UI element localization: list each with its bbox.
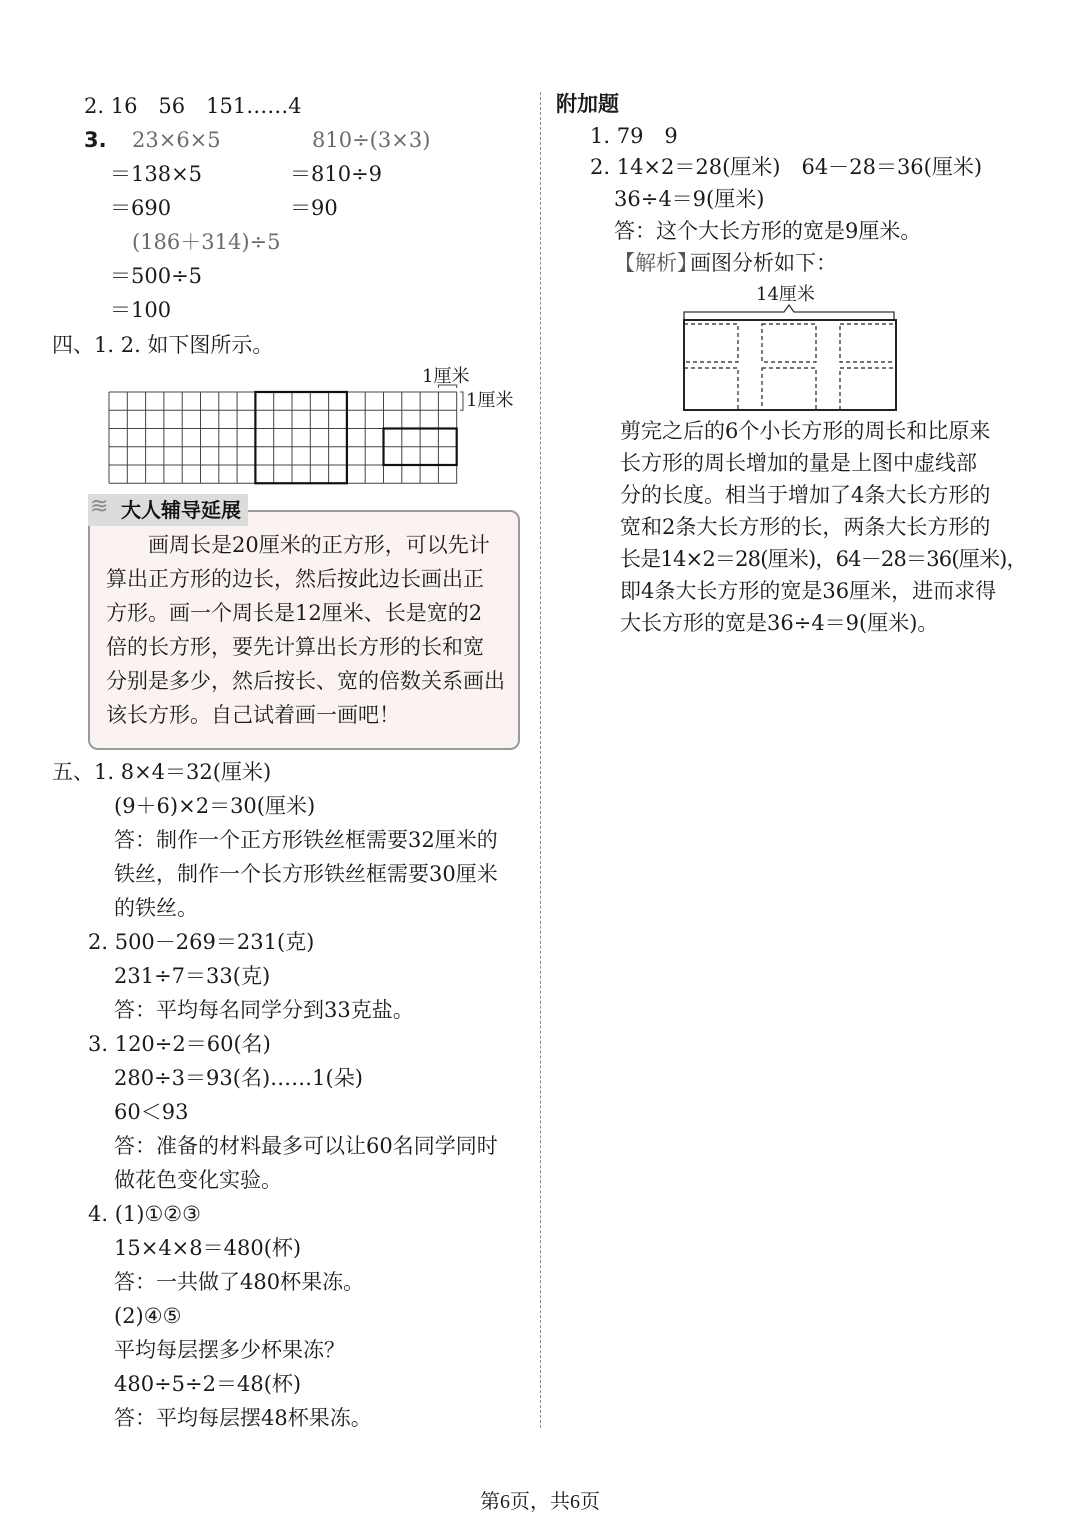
calc-step: ＝100	[110, 298, 172, 322]
calc-expression-3: (186＋314)÷5	[132, 230, 281, 254]
analysis-line: 剪完之后的6个小长方形的周长和比原来	[620, 419, 991, 443]
answer-3-3-label: 3.	[84, 128, 107, 152]
calc-step: ＝90	[290, 196, 338, 220]
bonus-answer-1: 1. 79 9	[590, 124, 678, 148]
bonus-answer-2-reply: 答：这个大长方形的宽是9厘米。	[614, 219, 922, 243]
bonus-heading: 附加题	[556, 92, 619, 116]
cut-rectangle-diagram	[676, 300, 906, 415]
answer-line: 280÷3＝93(名)……1(朵)	[114, 1066, 363, 1090]
answer-line: 答：平均每名同学分到33克盐。	[114, 998, 414, 1022]
tip-line: 画周长是20厘米的正方形，可以先计	[106, 533, 490, 557]
calc-step: ＝810÷9	[290, 162, 383, 186]
answer-line: 231÷7＝33(克)	[114, 964, 271, 988]
answer-line: 答：一共做了480杯果冻。	[114, 1270, 365, 1294]
page-footer: 第6页，共6页	[480, 1491, 600, 1513]
calc-expression-1: 23×6×5	[132, 128, 221, 152]
wave-icon: ≋	[90, 494, 109, 519]
tip-line: 方形。画一个周长是12厘米、长是宽的2	[106, 601, 483, 625]
analysis-line: 分的长度。相当于增加了4条大长方形的	[620, 483, 991, 507]
analysis-line: 大长方形的宽是36÷4＝9(厘米)。	[620, 611, 939, 635]
answer-3-2: 2. 16 56 151……4	[84, 94, 302, 118]
section-4-heading: 四、1. 2. 如下图所示。	[52, 333, 274, 357]
column-divider	[540, 92, 541, 1428]
analysis-line: 宽和2条大长方形的长，两条大长方形的	[620, 515, 991, 539]
section-5-heading: 五、1. 8×4＝32(厘米)	[52, 760, 272, 784]
answer-line: (2)④⑤	[114, 1304, 182, 1328]
analysis-intro: 画图分析如下：	[690, 251, 837, 275]
answer-line: 答：制作一个正方形铁丝框需要32厘米的	[114, 828, 498, 852]
calc-step: ＝138×5	[110, 162, 203, 186]
answer-line: 铁丝，制作一个长方形铁丝框需要30厘米	[114, 862, 498, 886]
answer-line: 答：准备的材料最多可以让60名同学同时	[114, 1134, 498, 1158]
calc-expression-2: 810÷(3×3)	[312, 128, 431, 152]
answer-line: 15×4×8＝480(杯)	[114, 1236, 302, 1260]
grid-label-height: 1厘米	[466, 390, 514, 411]
answer-line: 2. 500－269＝231(克)	[88, 930, 315, 954]
answer-line: 4. (1)①②③	[88, 1202, 201, 1226]
grid-label-width: 1厘米	[422, 366, 470, 387]
answer-line: 60＜93	[114, 1100, 189, 1124]
analysis-line: 即4条大长方形的宽是36厘米，进而求得	[620, 579, 997, 603]
tip-line: 分别是多少，然后按长、宽的倍数关系画出	[106, 669, 505, 693]
tip-line: 倍的长方形，要先计算出长方形的长和宽	[106, 635, 484, 659]
square-outline	[255, 392, 347, 483]
calc-step: ＝500÷5	[110, 264, 203, 288]
answer-line: 答：平均每层摆48杯果冻。	[114, 1406, 372, 1430]
diagram-width-label: 14厘米	[756, 284, 815, 305]
grid-figure	[100, 380, 480, 490]
answer-line: 3. 120÷2＝60(名)	[88, 1032, 271, 1056]
analysis-line: 长是14×2＝28(厘米)，64－28＝36(厘米)，	[620, 547, 1027, 571]
tip-title: 大人辅导延展	[121, 498, 241, 522]
answer-line: 480÷5÷2＝48(杯)	[114, 1372, 302, 1396]
bonus-answer-2-step: 36÷4＝9(厘米)	[614, 187, 765, 211]
answer-line: 做花色变化实验。	[114, 1168, 282, 1192]
tip-line: 该长方形。自己试着画一画吧！	[106, 703, 400, 727]
answer-line: (9＋6)×2＝30(厘米)	[114, 794, 316, 818]
answer-line: 平均每层摆多少杯果冻？	[114, 1338, 345, 1362]
calc-step: ＝690	[110, 196, 172, 220]
analysis-line: 长方形的周长增加的量是上图中虚线部	[620, 451, 977, 475]
analysis-tag: 【解析】	[614, 251, 698, 275]
bonus-answer-2: 2. 14×2＝28(厘米) 64－28＝36(厘米)	[590, 155, 983, 179]
answer-line: 的铁丝。	[114, 896, 198, 920]
tip-line: 算出正方形的边长，然后按此边长画出正	[106, 567, 484, 591]
